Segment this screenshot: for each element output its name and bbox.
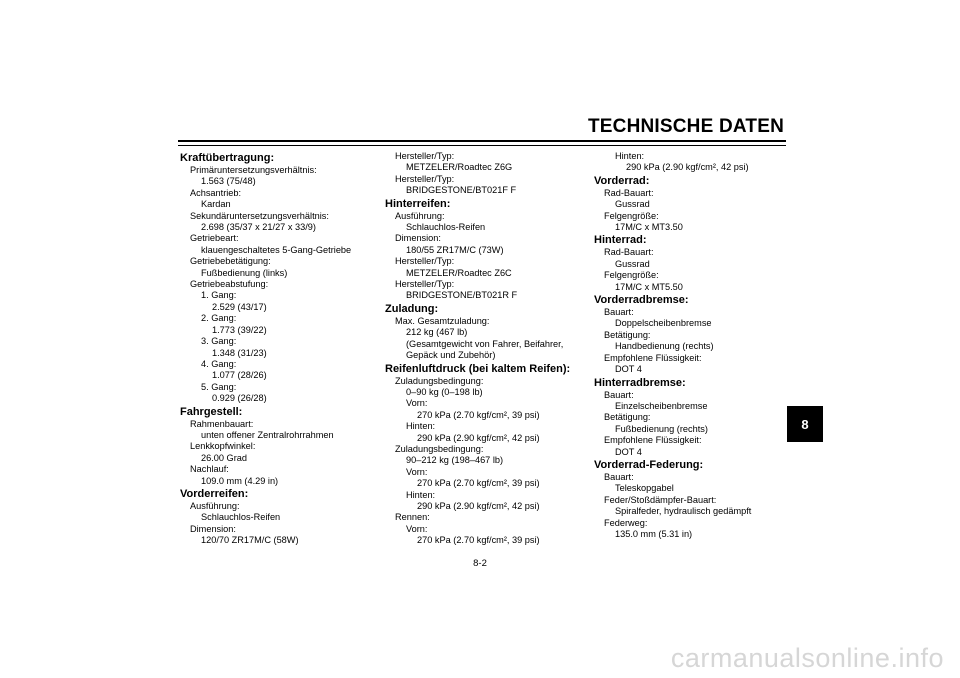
spec-value: Vorn: — [406, 466, 428, 477]
spec-column-2 — [385, 151, 585, 547]
spec-value: METZELER/Roadtec Z6C — [406, 267, 512, 278]
spec-label: Rad-Bauart: — [604, 187, 654, 198]
section-heading: Reifenluftdruck (bei kaltem Reifen): — [385, 362, 571, 375]
spec-value: 290 kPa (2.90 kgf/cm², 42 psi) — [417, 432, 540, 443]
spec-value: Vorn: — [406, 523, 428, 534]
spec-label: Hersteller/Typ: — [395, 256, 455, 267]
spec-label: Bauart: — [604, 389, 634, 400]
spec-value: 120/70 ZR17M/C (58W) — [201, 535, 299, 546]
spec-label: Getriebebetätigung: — [190, 256, 271, 267]
spec-value: klauengeschaltetes 5-Gang-Getriebe — [201, 244, 352, 255]
spec-value: 1.077 (28/26) — [212, 370, 267, 381]
chapter-tab: 8 — [787, 406, 823, 442]
spec-label: Empfohlene Flüssigkeit: — [604, 352, 702, 363]
spec-label: Zuladungsbedingung: — [395, 443, 484, 454]
spec-value: Schlauchlos-Reifen — [201, 512, 281, 523]
spec-label: Nachlauf: — [190, 464, 229, 475]
spec-value: 17M/C x MT5.50 — [615, 281, 683, 292]
spec-value: (Gesamtgewicht von Fahrer, Beifahrer, — [406, 338, 564, 349]
spec-value: 270 kPa (2.70 kgf/cm², 39 psi) — [417, 535, 540, 546]
spec-label: Betätigung: — [604, 329, 651, 340]
spec-label: Max. Gesamtzuladung: — [395, 315, 490, 326]
spec-label: Bauart: — [604, 307, 634, 318]
section-heading: Zuladung: — [385, 302, 439, 315]
spec-value: 1.563 (75/48) — [201, 176, 256, 187]
spec-value: Fußbedienung (rechts) — [615, 423, 708, 434]
spec-label: Getriebeabstufung: — [190, 279, 269, 290]
spec-label: Lenkkopfwinkel: — [190, 441, 256, 452]
spec-value: 0–90 kg (0–198 lb) — [406, 386, 483, 397]
spec-label: Getriebeart: — [190, 233, 239, 244]
spec-label: Rahmenbauart: — [190, 418, 254, 429]
spec-value: 270 kPa (2.70 kgf/cm², 39 psi) — [417, 478, 540, 489]
page-title: TECHNISCHE DATEN — [587, 116, 784, 137]
spec-value: 135.0 mm (5.31 in) — [615, 528, 693, 539]
spec-value: BRIDGESTONE/BT021R F — [406, 290, 518, 301]
spec-value: 0.929 (26/28) — [212, 393, 267, 404]
spec-value: 5. Gang: — [201, 381, 237, 392]
section-heading: Vorderrad: — [594, 174, 650, 187]
section-heading: Fahrgestell: — [180, 405, 243, 418]
spec-label: Felgengröße: — [604, 270, 659, 281]
spec-label: Ausführung: — [190, 500, 240, 511]
spec-value: 212 kg (467 lb) — [406, 327, 468, 338]
spec-label: Sekundäruntersetzungsverhältnis: — [190, 210, 329, 221]
spec-value: Fußbedienung (links) — [201, 267, 288, 278]
spec-label: Dimension: — [395, 233, 441, 244]
spec-value: Hinten: — [406, 489, 436, 500]
spec-value: 2.698 (35/37 x 21/27 x 33/9) — [201, 222, 316, 233]
spec-value: Doppelscheibenbremse — [615, 318, 712, 329]
spec-label: Zuladungsbedingung: — [395, 375, 484, 386]
spec-label: Hersteller/Typ: — [395, 279, 455, 290]
section-heading: Vorderrad-Federung: — [594, 458, 704, 471]
spec-value: 180/55 ZR17M/C (73W) — [406, 244, 504, 255]
section-heading: Hinterradbremse: — [594, 376, 686, 389]
spec-value: 1.773 (39/22) — [212, 324, 267, 335]
spec-label: Ausführung: — [395, 210, 445, 221]
spec-label: Achsantrieb: — [190, 187, 242, 198]
spec-value: 1. Gang: — [201, 290, 237, 301]
spec-column-1 — [180, 151, 380, 547]
section-heading: Hinterreifen: — [385, 197, 451, 210]
spec-value: 26.00 Grad — [201, 452, 247, 463]
section-heading: Hinterrad: — [594, 234, 647, 247]
spec-column-3 — [594, 151, 784, 540]
section-heading: Kraftübertragung: — [180, 152, 275, 164]
spec-value: 1.348 (31/23) — [212, 347, 267, 358]
spec-value: 3. Gang: — [201, 336, 237, 347]
spec-value: 2.529 (43/17) — [212, 301, 267, 312]
watermark: carmanualsonline.info — [670, 643, 944, 673]
header-rule-thick — [178, 140, 786, 142]
spec-label: Hersteller/Typ: — [395, 151, 455, 161]
page-number: 8-2 — [473, 558, 487, 569]
spec-label: Feder/Stoßdämpfer-Bauart: — [604, 494, 717, 505]
spec-label: Felgengröße: — [604, 210, 659, 221]
header-rule-thin — [178, 145, 786, 146]
spec-value: 2. Gang: — [201, 313, 237, 324]
spec-label: Rad-Bauart: — [604, 247, 654, 258]
spec-label: Betätigung: — [604, 412, 651, 423]
spec-label: Primäruntersetzungsverhältnis: — [190, 165, 317, 175]
spec-label: Federweg: — [604, 517, 648, 528]
spec-value: Gussrad — [615, 199, 650, 210]
spec-value: Gussrad — [615, 258, 650, 269]
spec-value: 90–212 kg (198–467 lb) — [406, 455, 504, 466]
spec-value: 109.0 mm (4.29 in) — [201, 475, 279, 486]
spec-value: Spiralfeder, hydraulisch gedämpft — [615, 506, 752, 517]
section-heading: Vorderradbremse: — [594, 294, 689, 307]
spec-value: 290 kPa (2.90 kgf/cm², 42 psi) — [626, 162, 749, 173]
spec-value: BRIDGESTONE/BT021F F — [406, 185, 517, 196]
spec-value: METZELER/Roadtec Z6G — [406, 162, 513, 173]
spec-value: Vorn: — [406, 398, 428, 409]
spec-value: Hinten: — [406, 421, 436, 432]
section-heading: Vorderreifen: — [180, 487, 249, 500]
spec-value: 4. Gang: — [201, 358, 237, 369]
spec-value: Gepäck und Zubehör) — [406, 350, 496, 361]
spec-label: Empfohlene Flüssigkeit: — [604, 435, 702, 446]
spec-value: Hinten: — [615, 151, 645, 161]
spec-label: Rennen: — [395, 512, 430, 523]
spec-value: 290 kPa (2.90 kgf/cm², 42 psi) — [417, 500, 540, 511]
spec-label: Dimension: — [190, 523, 236, 534]
spec-value: DOT 4 — [615, 364, 642, 375]
spec-value: Kardan — [201, 199, 231, 210]
spec-value: Schlauchlos-Reifen — [406, 222, 486, 233]
spec-value: 17M/C x MT3.50 — [615, 222, 683, 233]
spec-value: 270 kPa (2.70 kgf/cm², 39 psi) — [417, 409, 540, 420]
spec-value: Einzelscheibenbremse — [615, 400, 708, 411]
spec-value: unten offener Zentralrohrrahmen — [201, 429, 334, 440]
spec-label: Hersteller/Typ: — [395, 173, 455, 184]
spec-label: Bauart: — [604, 471, 634, 482]
spec-value: DOT 4 — [615, 446, 642, 457]
spec-value: Teleskopgabel — [615, 483, 674, 494]
spec-value: Handbedienung (rechts) — [615, 341, 714, 352]
